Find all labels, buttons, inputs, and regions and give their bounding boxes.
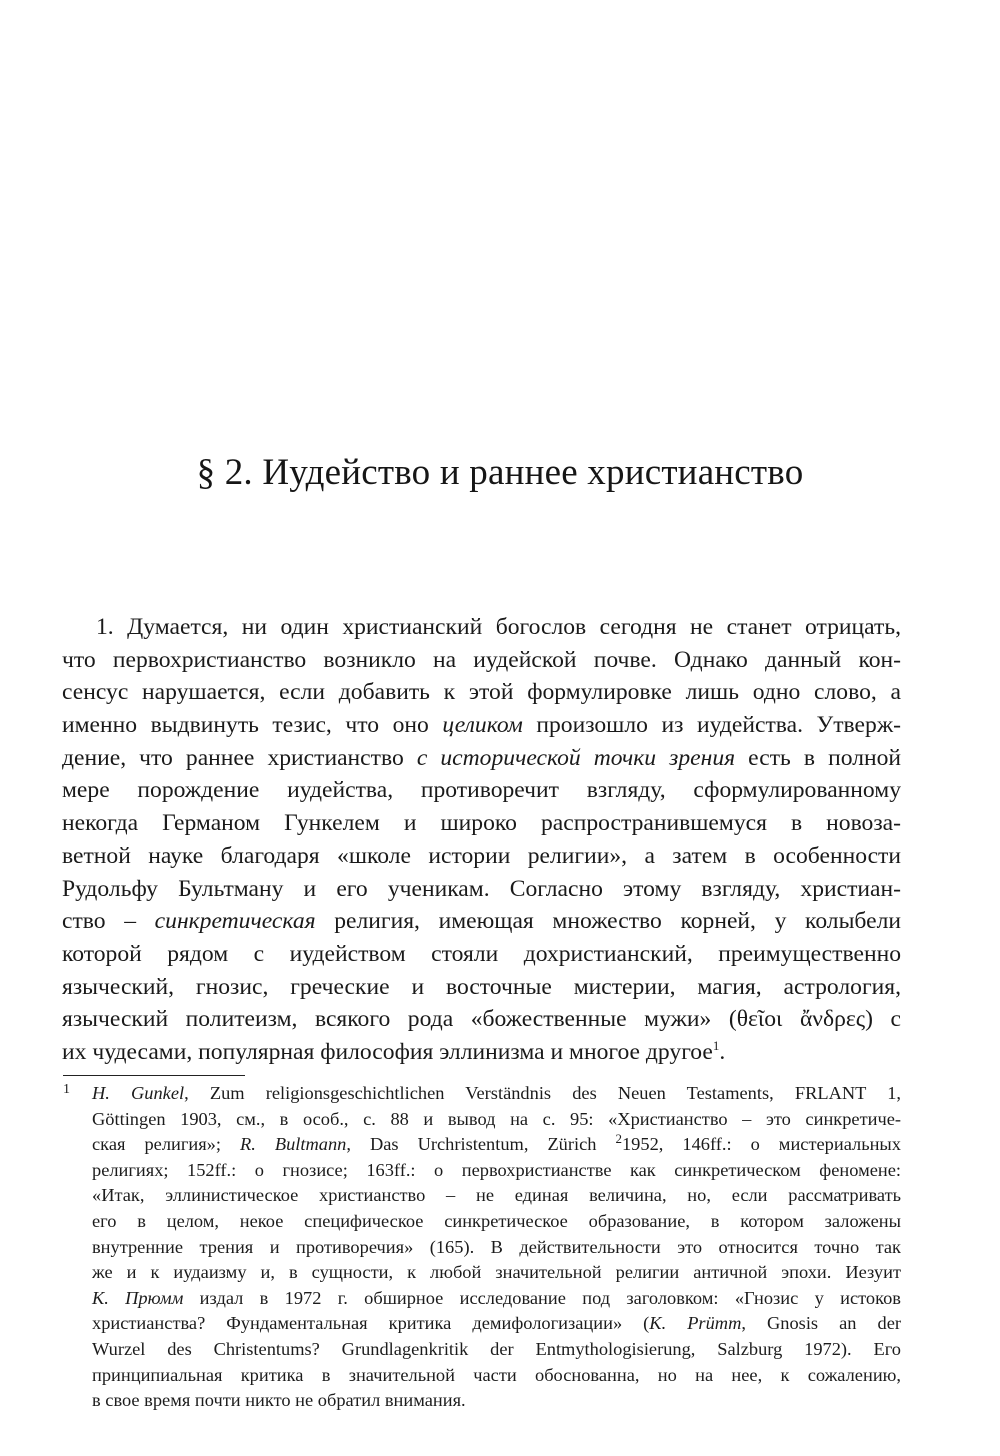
text-run: Göttingen 1903, см., в особ., с. 88 и вывод на с. 95: «Христианство – это синкретиче-: [92, 1108, 901, 1129]
paragraph-line: [62, 676, 901, 709]
text-run: издал в 1972 г. обширное исследование под заголовком: «Гнозис у истоков: [183, 1287, 901, 1308]
footnote-line: [92, 1132, 901, 1158]
text-run: Рудольфу Бультману и его ученикам. Согласно этому взгляду, христиан-: [62, 875, 901, 902]
text-run: .: [719, 1038, 726, 1065]
footnote-number: 1: [63, 1082, 70, 1097]
text-run: есть в полной: [735, 744, 902, 771]
text-run: , Das Urchristentum, Zürich: [346, 1134, 616, 1155]
paragraph-line: [62, 774, 901, 807]
author-name: К. Прюмм: [92, 1287, 184, 1308]
footnote-line: [92, 1311, 901, 1337]
text-run: что первохристианство возникло на иудейской почве. Однако данный кон-: [62, 646, 901, 673]
text-run: языческий политеизм, всякого рода «божественные мужи» (θεῖοι ἄνδρες) с: [62, 1006, 901, 1033]
footnote-line: [92, 1260, 901, 1286]
text-run: ветной науке благодаря «школе истории религии», а затем в особенности: [62, 842, 901, 869]
text-run: произошло из иудейства. Утверж-: [522, 712, 901, 739]
footnote-line: [92, 1107, 901, 1133]
author-name: K. Prümm: [649, 1313, 742, 1334]
paragraph-line: [62, 873, 901, 906]
footnote-line: [92, 1286, 901, 1312]
text-run: сенсус нарушается, если добавить к этой формулировке лишь одно слово, а: [62, 679, 901, 706]
author-name: H. Gunkel: [92, 1083, 185, 1103]
footnote-line: [92, 1388, 901, 1414]
text-run: христианства? Фундаментальная критика демифологизации» (: [92, 1313, 650, 1334]
text-run: ская религия»;: [92, 1134, 240, 1155]
footnote-line: [92, 1235, 901, 1261]
section-title: § 2. Иудейство и раннее христианство: [196, 452, 804, 493]
paragraph-line: [62, 971, 901, 1004]
paragraph-line: [62, 938, 901, 971]
paragraph-line: [62, 742, 901, 775]
text-run: , Gnosis an der: [741, 1313, 901, 1334]
text-run: религия, имеющая множество корней, у колыбели: [315, 908, 901, 935]
text-run: некогда Германом Гункелем и широко распространившемуся в новоза-: [62, 810, 901, 837]
footnote-line: [92, 1209, 901, 1235]
footnote-body: [92, 1081, 901, 1414]
text-run: , Zum religionsgeschichtlichen Verständnis des Neuen Testaments, FRLANT 1,: [184, 1083, 901, 1103]
paragraph-line: [62, 905, 901, 938]
text-run: их чудесами, популярная философия эллинизма и многое другое: [62, 1038, 713, 1065]
italic-emphasis: с исторической точки зрения: [416, 744, 736, 771]
italic-emphasis: синкретическая: [154, 908, 316, 935]
text-run: мере порождение иудейства, противоречит взгляду, сформулированному: [62, 777, 901, 804]
text-run: которой рядом с иудейством стояли дохристианский, преимущественно: [62, 940, 901, 967]
text-run: языческий, гнозис, греческие и восточные мистерии, магия, астрология,: [62, 973, 901, 1000]
text-run: же и к иудаизму и, в сущности, к любой значительной религии античной эпохи. Иезуит: [92, 1262, 901, 1283]
footnote-line: [92, 1337, 901, 1363]
paragraph-line: [62, 1003, 901, 1036]
text-run: его в целом, некое специфическое синкретическое образование, в котором заложены: [92, 1210, 901, 1231]
text-run: именно выдвинуть тезис, что оно: [62, 712, 443, 739]
text-run: религиях; 152ff.: о гнозисе; 163ff.: о первохристианстве как синкретическом феномене:: [92, 1159, 901, 1180]
paragraph-line: [62, 709, 901, 742]
footnote-line: [92, 1183, 901, 1209]
text-run: дение, что раннее христианство: [62, 744, 417, 771]
paragraph-line: [62, 644, 901, 677]
text-run: 1. Думается, ни один христианский богослов сегодня не станет отрицать,: [96, 614, 901, 640]
text-run: принципиальная критика в значительной части обоснованна, но на нее, к сожалению,: [92, 1364, 901, 1385]
footnote-line: [92, 1363, 901, 1389]
footnote-separator: [63, 1075, 245, 1076]
footnote-line: [92, 1081, 901, 1107]
footnote-line: [92, 1158, 901, 1184]
paragraph-line: [62, 807, 901, 840]
italic-emphasis: целиком: [442, 712, 523, 739]
text-run: Wurzel des Christentums? Grundlagenkritik der Entmythologisierung, Salzburg 1972). Его: [92, 1338, 901, 1359]
paragraph-line: [62, 1036, 901, 1069]
text-run: в свое время почти никто не обратил внимания.: [92, 1390, 466, 1411]
paragraph-line: [62, 840, 901, 873]
footnote: [63, 1081, 901, 1414]
paragraph-line: [62, 611, 901, 644]
text-run: 1952, 146ff.: о мистериальных: [621, 1134, 901, 1155]
main-paragraph: [62, 611, 901, 1069]
text-run: «Итак, эллинистическое христианство – не единая величина, но, если рассматривать: [92, 1185, 901, 1206]
text-run: ство –: [62, 908, 155, 935]
footnote-reference[interactable]: 1: [712, 1038, 720, 1054]
text-run: внутренние трения и противоречия» (165). В действительности это относится точно так: [92, 1236, 901, 1257]
edition-superscript: 2: [615, 1131, 622, 1147]
author-name: R. Bultmann: [240, 1134, 347, 1155]
